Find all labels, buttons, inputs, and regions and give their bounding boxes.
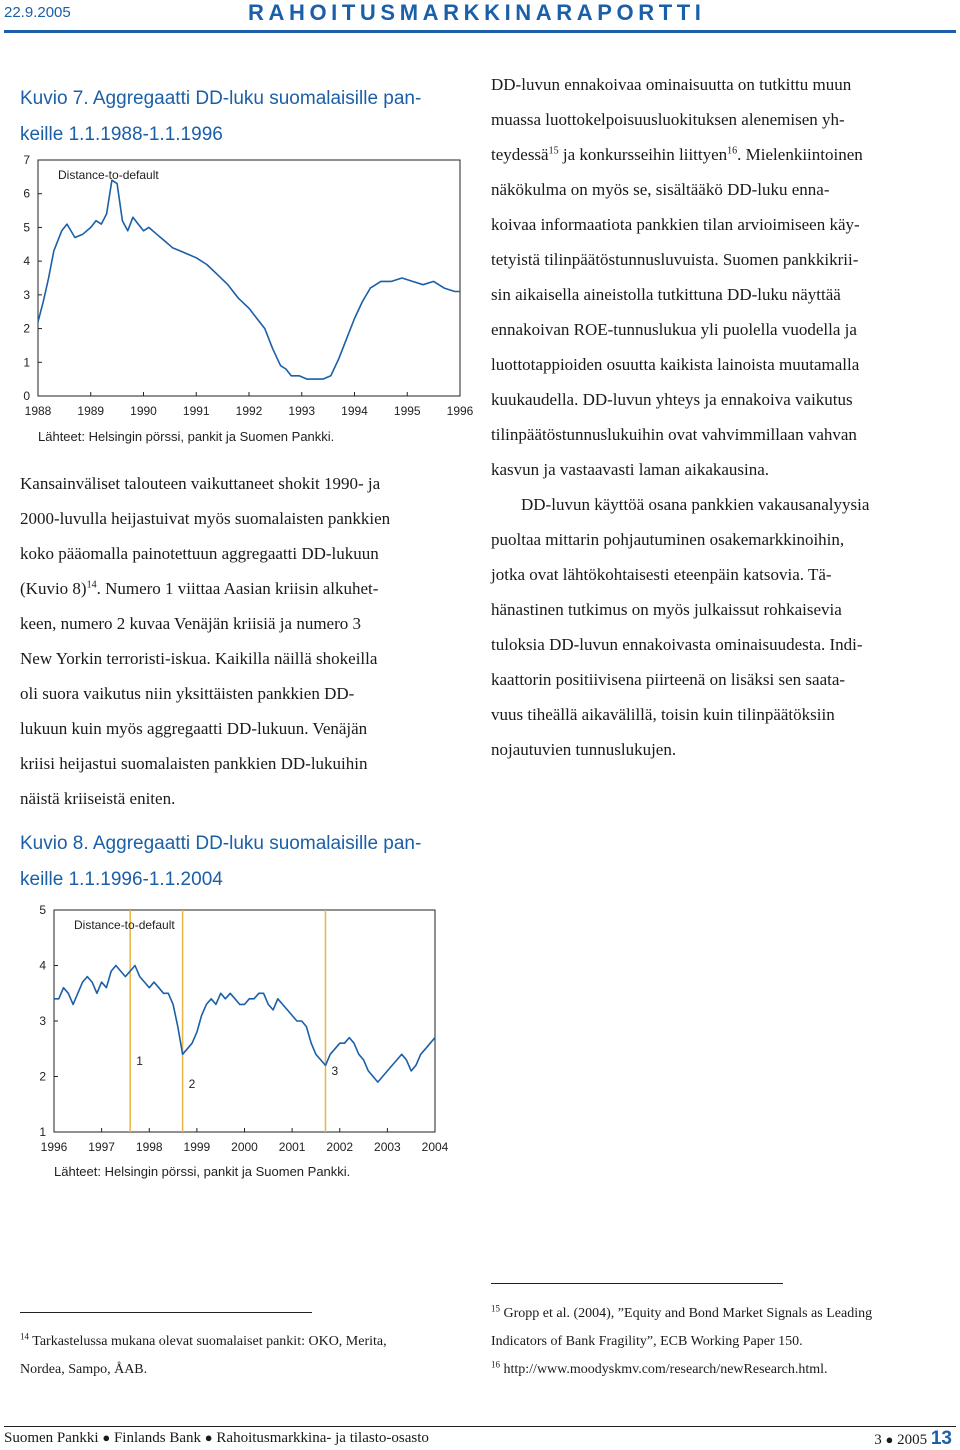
footnote-16-number: 16 xyxy=(491,1359,500,1370)
right-line: ja konkursseihin liittyen xyxy=(558,145,728,164)
figure7-title xyxy=(20,81,460,153)
y-tick-label: 5 xyxy=(39,903,46,917)
figure8-source: Lähteet: Helsingin pörssi, pankit ja Suomen Pankki. xyxy=(54,1164,351,1179)
x-tick-label: 1993 xyxy=(288,404,316,418)
x-tick-label: 1990 xyxy=(130,404,157,418)
left-line: Kansainväliset talouteen vaikuttaneet shokit 1990- ja xyxy=(20,474,381,493)
right-line: jotka ovat lähtökohtaisesti eteenpäin katsovia. Tä- xyxy=(491,565,832,584)
right-line: kaattorin positiivisena piirteenä on lisäksi sen saata- xyxy=(491,670,846,689)
x-tick-label: 1988 xyxy=(24,404,52,418)
right-line: tetyistä tilinpäätöstunnusluvuista. Suomen pankkikrii- xyxy=(491,250,859,269)
x-tick-label: 2002 xyxy=(326,1140,354,1154)
x-tick-label: 1994 xyxy=(341,404,368,418)
page-number: 13 xyxy=(930,1428,952,1449)
x-tick-label: 2003 xyxy=(374,1140,401,1154)
header-title: RAHOITUSMARKKINARAPORTTI xyxy=(248,0,706,25)
right-line: tuloksia DD-luvun ennakoivasta ominaisuudesta. Indi- xyxy=(491,635,863,654)
figure8-title-line1: Kuvio 8. Aggregaatti DD-luku suomalaisille pan- xyxy=(20,833,422,854)
footnote-ref-15: 15 xyxy=(548,145,559,157)
header-rule xyxy=(4,30,956,33)
footnote-rule-left xyxy=(20,1312,312,1313)
footnote-15-text: Gropp et al. (2004), ”Equity and Bond Market Signals as Leading xyxy=(500,1306,873,1321)
figure7-title-line2: keille 1.1.1988-1.1.1996 xyxy=(20,124,223,145)
y-tick-label: 1 xyxy=(23,355,30,370)
footnote-14-text: Tarkastelussa mukana olevat suomalaiset pankit: OKO, Merita, xyxy=(29,1334,387,1349)
right-line: ennakoivan ROE-tunnuslukua yli puolella vuodella ja xyxy=(491,320,857,339)
right-line: . Mielenkiintoinen xyxy=(737,145,863,164)
plot-frame xyxy=(54,910,435,1132)
x-tick-label: 1992 xyxy=(235,404,263,418)
right-line: koivaa informaatiota pankkien tilan arvioimiseen käy- xyxy=(491,215,860,234)
y-tick-label: 6 xyxy=(23,186,30,201)
event-label: 1 xyxy=(136,1054,143,1068)
y-tick-label: 5 xyxy=(23,220,30,235)
header-date: 22.9.2005 xyxy=(4,4,71,21)
x-tick-label: 1995 xyxy=(393,404,421,418)
y-tick-label: 7 xyxy=(23,153,30,167)
figure7-title-line1: Kuvio 7. Aggregaatti DD-luku suomalaisille pan- xyxy=(20,88,422,109)
figure8-title-line2: keille 1.1.1996-1.1.2004 xyxy=(20,869,223,890)
y-tick-label: 2 xyxy=(39,1069,46,1084)
y-tick-label: 0 xyxy=(23,389,30,403)
left-line: New Yorkin terroristi-iskua. Kaikilla näillä shokeilla xyxy=(20,649,378,668)
left-line: 2000-luvulla heijastuivat myös suomalaisten pankkien xyxy=(20,509,391,528)
bullet-icon: ● xyxy=(885,1432,894,1447)
footer-rule xyxy=(4,1426,956,1427)
footnote-14 xyxy=(20,1328,465,1384)
bullet-icon: ● xyxy=(102,1430,111,1445)
plot-frame xyxy=(38,160,460,396)
x-tick-label: 2000 xyxy=(231,1140,258,1154)
figure7-source: Lähteet: Helsingin pörssi, pankit ja Suomen Pankki. xyxy=(38,429,335,444)
left-paragraph xyxy=(20,466,462,816)
right-paragraph-1 xyxy=(491,67,938,487)
left-line: (Kuvio 8) xyxy=(20,579,87,598)
y-tick-label: 2 xyxy=(23,321,30,336)
right-line: DD-luvun ennakoivaa ominaisuutta on tutkittu muun xyxy=(491,75,852,94)
footnote-15-number: 15 xyxy=(491,1303,500,1314)
footnote-15-text: Indicators of Bank Fragility”, ECB Working Paper 150. xyxy=(491,1334,803,1349)
right-line: kuukaudella. DD-luvun yhteys ja ennakoiva vaikutus xyxy=(491,390,853,409)
footnote-15 xyxy=(491,1300,941,1384)
bullet-icon: ● xyxy=(204,1430,213,1445)
footnote-ref-16: 16 xyxy=(727,145,738,157)
right-line: vuus tiheällä aikavälillä, toisin kuin tilinpäätöksiin xyxy=(491,705,835,724)
x-tick-label: 1991 xyxy=(182,404,210,418)
figure7-chart xyxy=(0,153,474,440)
footer-publisher-sv: Finlands Bank xyxy=(113,1430,202,1446)
footer-publisher-fi: Suomen Pankki xyxy=(4,1430,99,1446)
y-tick-label: 3 xyxy=(23,287,30,302)
left-line: kriisi heijastui suomalaisten pankkien DD-lukuihin xyxy=(20,754,368,773)
right-line: sin aikaisella aineistolla tutkittuna DD-luku näyttää xyxy=(491,285,841,304)
y-tick-label: 4 xyxy=(23,254,30,269)
footnote-rule-right xyxy=(491,1283,783,1284)
figure8-title xyxy=(20,826,460,898)
footer-year: 2005 xyxy=(897,1432,928,1448)
x-tick-label: 1996 xyxy=(40,1140,68,1154)
left-line: . Numero 1 viittaa Aasian kriisin alkuhet- xyxy=(96,579,379,598)
right-line: luottotappioiden osuutta kaikista lainoista muutamalla xyxy=(491,355,860,374)
series-line xyxy=(38,180,460,379)
x-tick-label: 1998 xyxy=(135,1140,163,1154)
x-tick-label: 1996 xyxy=(446,404,474,418)
left-line: näistä kriiseistä eniten. xyxy=(20,789,176,808)
footer-issue xyxy=(874,1428,952,1450)
right-paragraph-2 xyxy=(491,487,938,767)
x-tick-label: 1999 xyxy=(183,1140,211,1154)
footer-issue-number: 3 xyxy=(874,1432,882,1448)
y-tick-label: 1 xyxy=(39,1125,46,1139)
right-line: näkökulma on myös se, sisältääkö DD-luku enna- xyxy=(491,180,830,199)
right-line: hänastinen tutkimus on myös julkaissut rohkaisevia xyxy=(491,600,842,619)
footnote-ref-14: 14 xyxy=(86,579,97,591)
event-label: 2 xyxy=(188,1077,196,1091)
right-line: DD-luvun käyttöä osana pankkien vakausanalyysia xyxy=(521,495,870,514)
x-tick-label: 2004 xyxy=(421,1140,449,1154)
x-tick-label: 1989 xyxy=(77,404,105,418)
x-tick-label: 1997 xyxy=(88,1140,115,1154)
left-line: oli suora vaikutus niin yksittäisten pankkien DD- xyxy=(20,684,355,703)
footer-department: Rahoitusmarkkina- ja tilasto-osasto xyxy=(216,1430,429,1446)
y-tick-label: 4 xyxy=(39,958,46,973)
left-line: lukuun kuin myös aggregaatti DD-lukuun. Venäjän xyxy=(20,719,368,738)
footnote-14-text: Nordea, Sampo, ÅAB. xyxy=(20,1362,148,1377)
figure8-chart xyxy=(0,903,470,1170)
left-line: keen, numero 2 kuvaa Venäjän kriisiä ja numero 3 xyxy=(20,614,361,633)
right-line: puoltaa mittarin pohjautuminen osakemarkkinoihin, xyxy=(491,530,845,549)
right-line: nojautuvien tunnuslukujen. xyxy=(491,740,677,759)
footnote-14-number: 14 xyxy=(20,1331,29,1342)
series-label: Distance-to-default xyxy=(58,168,159,182)
series-label: Distance-to-default xyxy=(74,918,175,932)
right-line: kasvun ja vastaavasti laman aikakausina. xyxy=(491,460,770,479)
right-line: teydessä xyxy=(491,145,549,164)
event-label: 3 xyxy=(331,1064,339,1078)
right-line: tilinpäätöstunnuslukuihin ovat vahvimmillaan vahvan xyxy=(491,425,857,444)
y-tick-label: 3 xyxy=(39,1014,46,1028)
left-line: koko pääomalla painotettuun aggregaatti DD-lukuun xyxy=(20,544,379,563)
x-tick-label: 2001 xyxy=(278,1140,306,1154)
footnote-16-text: http://www.moodyskmv.com/research/newResearch.html. xyxy=(500,1362,828,1377)
right-line: muassa luottokelpoisuusluokituksen alenemisen yh- xyxy=(491,110,845,129)
footer-publisher xyxy=(4,1430,429,1447)
series-line xyxy=(54,966,435,1083)
